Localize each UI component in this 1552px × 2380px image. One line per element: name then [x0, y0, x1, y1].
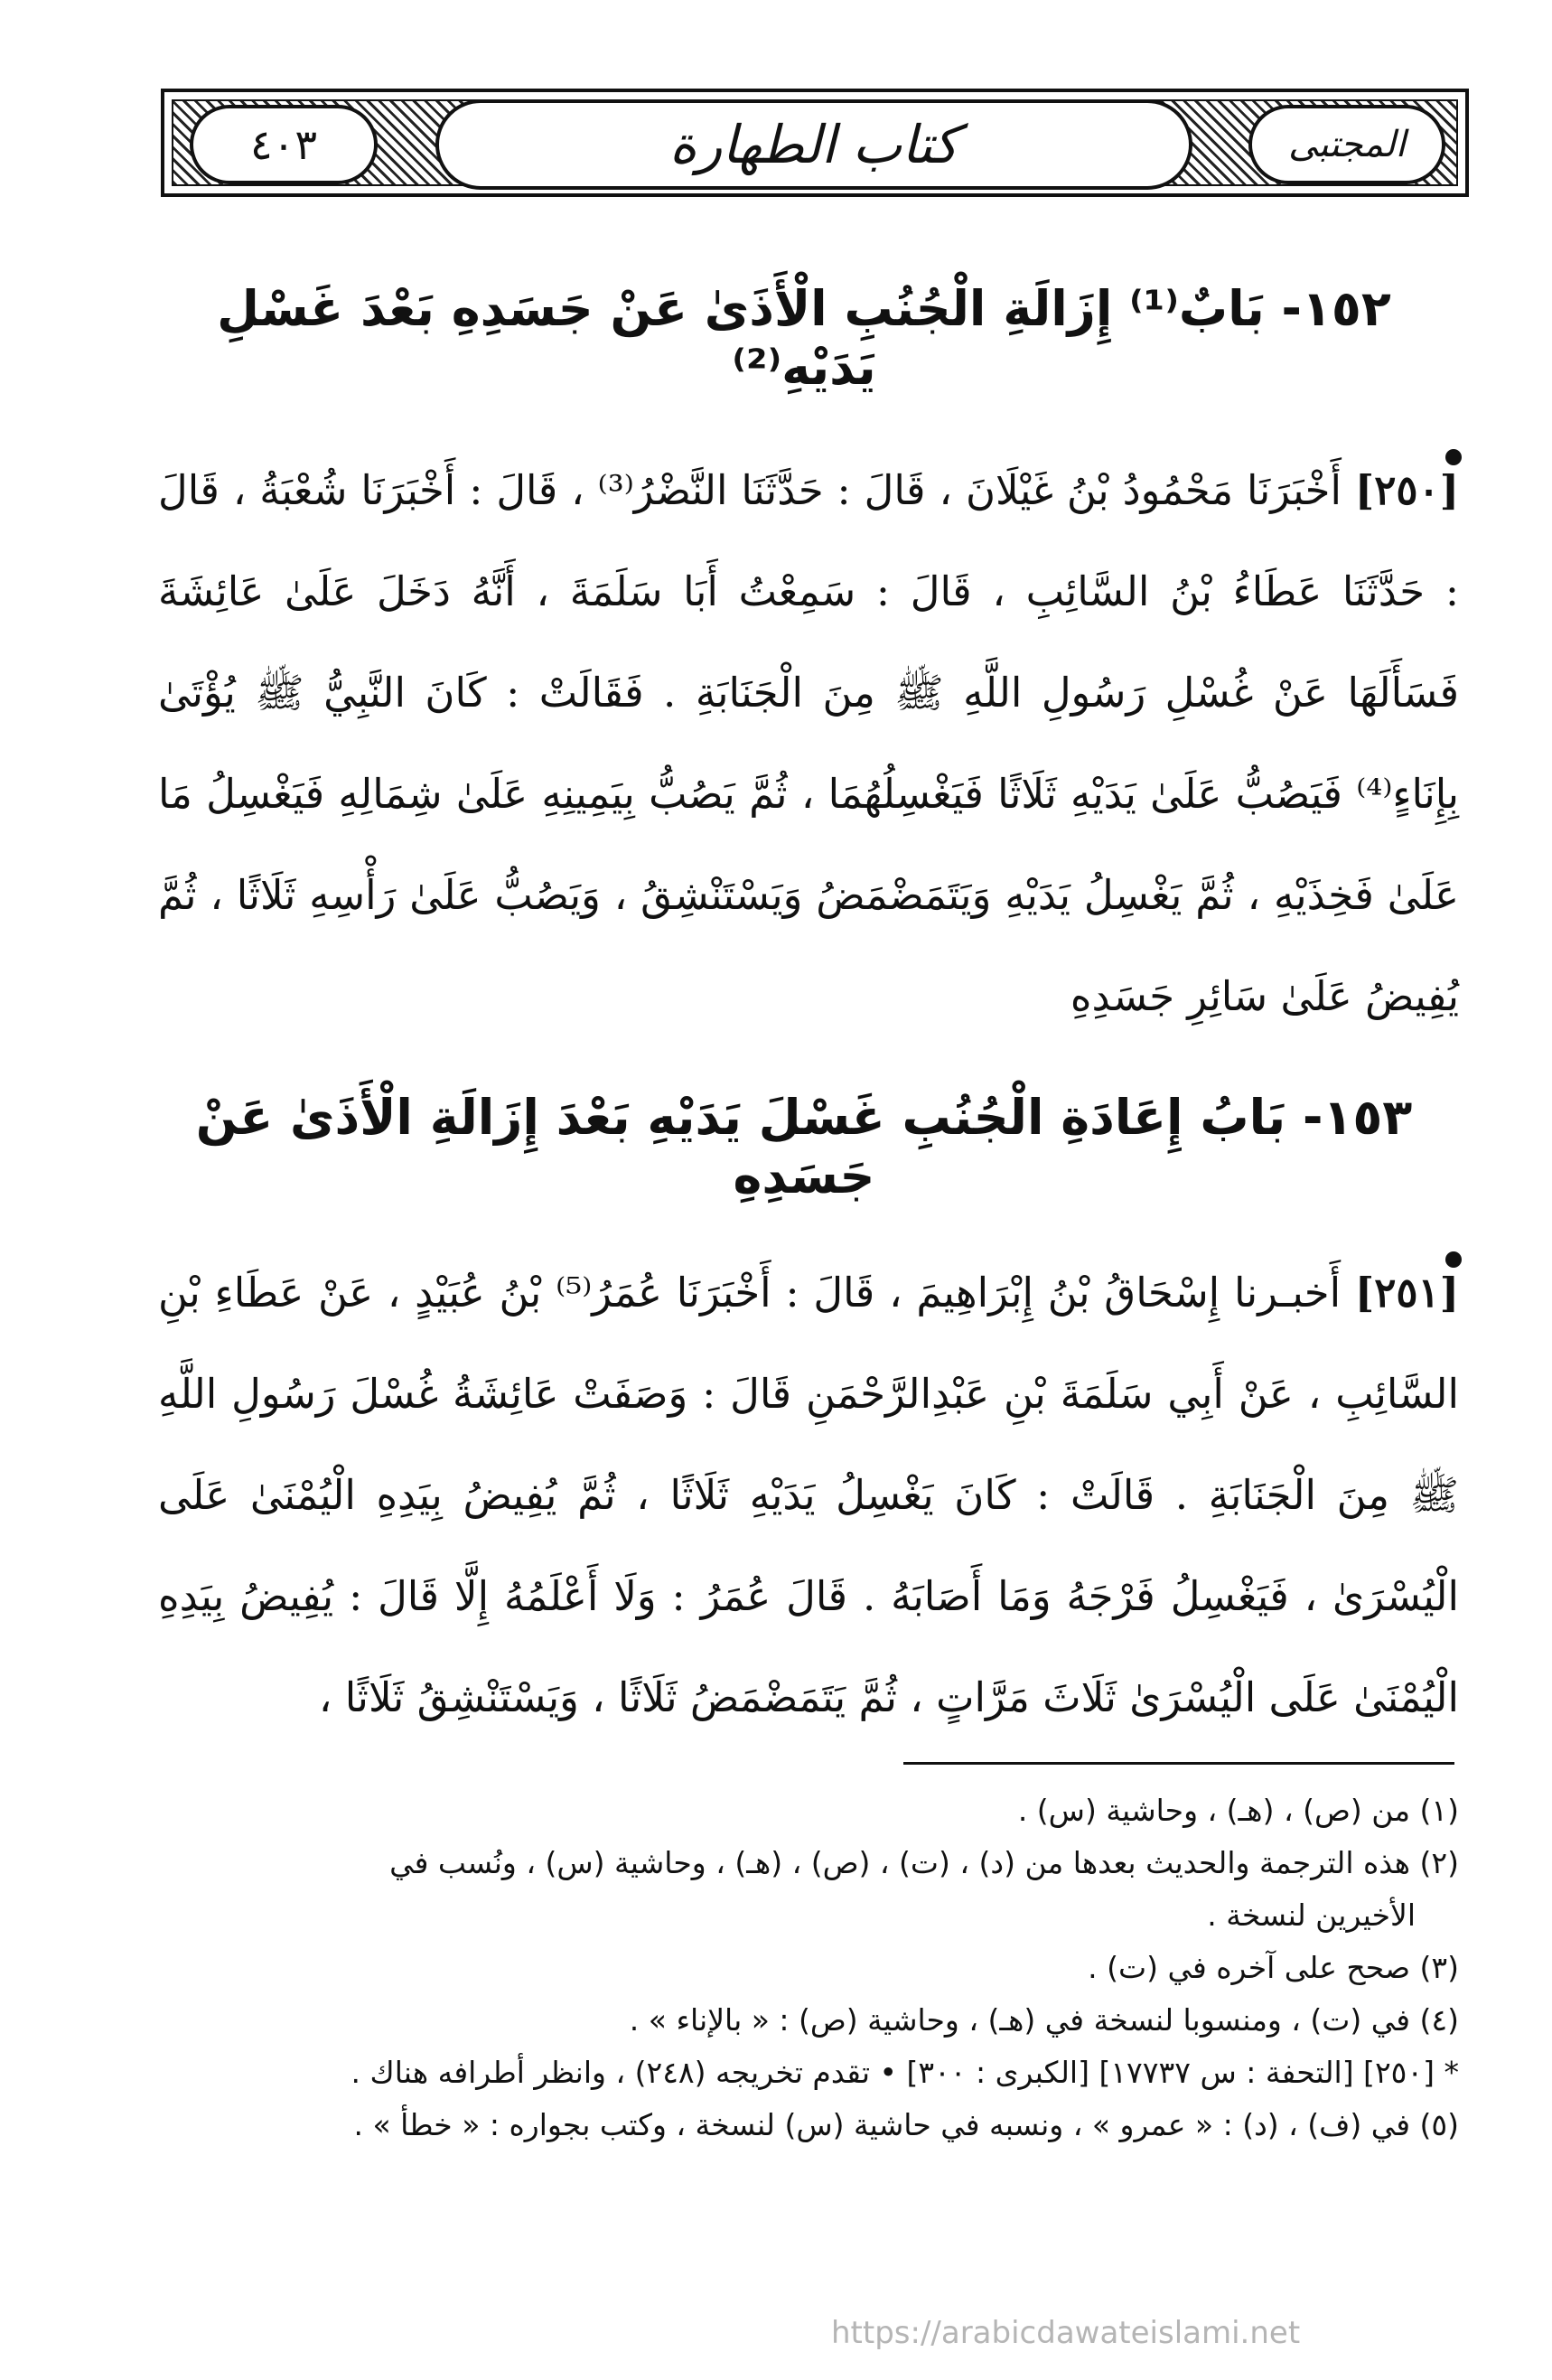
hadith-number: [٢٥١]	[1354, 1269, 1459, 1316]
hadith-text: أَخبـرنا إِسْحَاقُ بْنُ إِبْرَاهِيمَ ، قَالَ : أَخْبَرَنَا عُمَرُ⁽⁵⁾ بْنُ عُبَيْدٍ ، عَنْ عَطَاءِ بْنِ السَّائِبِ ، عَنْ أَبِي سَلَمَةَ بْنِ عَبْدِالرَّحْمَنِ قَالَ : وَصَفَتْ عَائِشَةُ غُسْلَ رَسُولِ اللَّهِ ﷺ مِنَ الْجَنَابَةِ . قَالَتْ : كَانَ يَغْسِلُ يَدَيْهِ ثَلَاثًا ، ثُمَّ يُفِيضُ بِيَدِهِ الْيُمْنَىٰ عَلَى الْيُسْرَىٰ ، فَيَغْسِلُ فَرْجَهُ وَمَا أَصَابَهُ . قَالَ عُمَرُ : وَلَا أَعْلَمُهُ إِلَّا قَالَ : يُفِيضُ بِيَدِهِ الْيُمْنَىٰ عَلَى الْيُسْرَىٰ ثَلَاثَ مَرَّاتٍ ، ثُمَّ يَتَمَضْمَضُ ثَلَاثًا ، وَيَسْتَنْشِقُ ثَلَاثًا ،	[158, 1269, 1459, 1721]
footnotes	[158, 1785, 1459, 2151]
chapter-heading-153: ١٥٣- بَابُ إِعَادَةِ الْجُنُبِ غَسْلَ يَدَيْهِ بَعْدَ إِزَالَةِ الْأَذَىٰ عَنْ جَسَدِهِ	[195, 1089, 1413, 1204]
hadith-text: أَخْبَرَنَا مَحْمُودُ بْنُ غَيْلَانَ ، قَالَ : حَدَّثَنَا النَّضْرُ⁽³⁾ ، قَالَ : أَخْبَرَنَا شُعْبَةُ ، قَالَ : حَدَّثَنَا عَطَاءُ بْنُ السَّائِبِ ، قَالَ : سَمِعْتُ أَبَا سَلَمَةَ ، أَنَّهُ دَخَلَ عَلَىٰ عَائِشَةَ فَسَأَلَهَا عَنْ غُسْلِ رَسُولِ اللَّهِ ﷺ مِنَ الْجَنَابَةِ . فَقَالَتْ : كَانَ النَّبِيُّ ﷺ يُؤْتَىٰ بِإِنَاءٍ⁽⁴⁾ فَيَصُبُّ عَلَىٰ يَدَيْهِ ثَلَاثًا فَيَغْسِلُهُمَا ، ثُمَّ يَصُبُّ بِيَمِينِهِ عَلَىٰ شِمَالِهِ فَيَغْسِلُ مَا عَلَىٰ فَخِذَيْهِ ، ثُمَّ يَغْسِلُ يَدَيْهِ وَيَتَمَضْمَضُ وَيَسْتَنْشِقُ ، وَيَصُبُّ عَلَىٰ رَأْسِهِ ثَلَاثًا ، ثُمَّ يُفِيضُ عَلَىٰ سَائِرِ جَسَدِهِ	[158, 466, 1459, 1020]
footnote-3: (٣) صحح على آخره في (ت) .	[1088, 1950, 1459, 1985]
book-title-cartouche	[435, 99, 1192, 190]
footnote-5: (٥) في (ف) ، (د) : « عمرو » ، ونسبه في حاشية (س) لنسخة ، وكتب بجواره : « خطأ » .	[353, 2107, 1459, 2142]
chapter-heading-152: ١٥٢- بَابٌ⁽¹⁾ إِزَالَةِ الْجُنُبِ الْأَذَىٰ عَنْ جَسَدِهِ بَعْدَ غَسْلِ يَدَيْهِ⁽²⁾	[217, 280, 1391, 396]
page-number-cartouche	[190, 105, 378, 184]
page-header	[161, 89, 1469, 197]
book-title: كتاب الطهارة	[669, 114, 958, 175]
footnote-2: (٢) هذه الترجمة والحديث بعدها من (د) ، (ت) ، (ص) ، (هـ) ، وحاشية (س) ، ونُسب في	[389, 1845, 1459, 1880]
book-name-cartouche	[1248, 105, 1445, 184]
hadith-250	[158, 440, 1459, 1047]
takhrij-note: * [٢٥٠] [التحفة : س ١٧٧٣٧] [الكبرى : ٣٠٠] • تقدم تخريجه (٢٤٨) ، وانظر أطرافه هناك .	[351, 2055, 1459, 2090]
hadith-number: [٢٥٠]	[1354, 466, 1459, 514]
page-number: ٤٠٣	[249, 120, 318, 169]
book-name: المجتبى	[1288, 124, 1406, 165]
watermark-url: https://arabicdawateislami.net	[831, 2315, 1301, 2351]
hadith-251	[158, 1242, 1459, 1748]
footnote-2-continued: الأخيرين لنسخة .	[1207, 1897, 1416, 1933]
footnote-divider	[903, 1762, 1454, 1765]
footnote-1: (١) من (ص) ، (هـ) ، وحاشية (س) .	[1017, 1793, 1459, 1828]
footnote-4: (٤) في (ت) ، ومنسوبا لنسخة في (هـ) ، وحاشية (ص) : « بالإناء » .	[629, 2002, 1459, 2038]
